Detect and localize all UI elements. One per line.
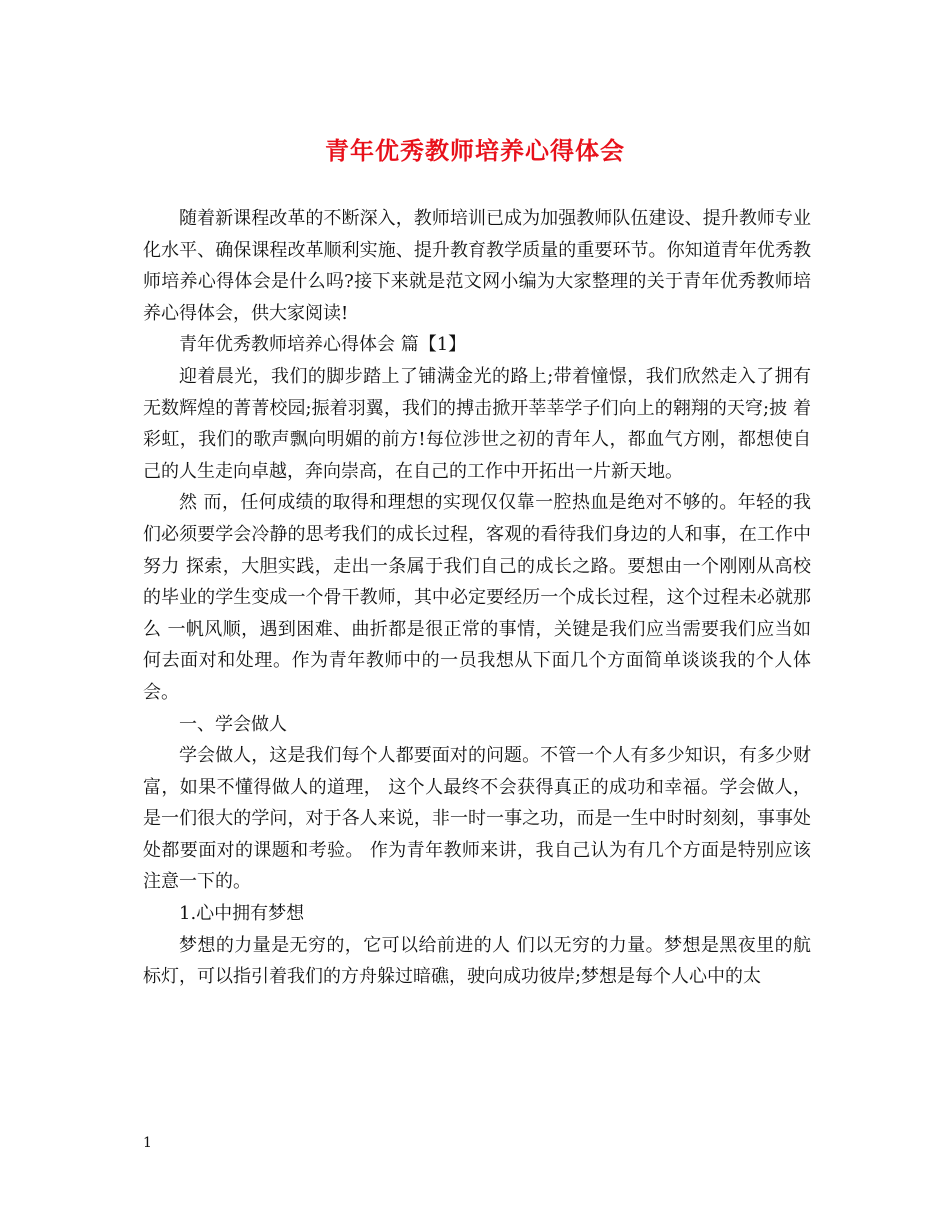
document-title: 青年优秀教师培养心得体会 — [325, 136, 625, 165]
page-number: 1 — [143, 1135, 152, 1151]
section-heading-part1: 青年优秀教师培养心得体会 篇【1】 — [179, 334, 467, 356]
paragraph: 学会做人，这是我们每个人都要面对的问题。不管一个人有多少知识，有多少财富，如果不懂得做人的道理， 这个人最终不会获得真正的成功和幸福。学会做人，是一们很大的学问，对于各人来说，非一时一事之功，而是一生中时时刻刻，事事处处都要面对的课题和考验。 作为青年教师来讲，我自己认为有几个方面是特别应该注意一下的。 — [143, 745, 811, 893]
document-body — [143, 203, 811, 993]
paragraph: 梦想的力量是无穷的，它可以给前进的人 们以无穷的力量。梦想是黑夜里的航标灯，可以指引着我们的方舟躲过暗礁，驶向成功彼岸;梦想是每个人心中的太 — [143, 934, 811, 988]
paragraph: 迎着晨光，我们的脚步踏上了铺满金光的路上;带着憧憬，我们欣然走入了拥有无数辉煌的菁菁校园;振着羽翼，我们的搏击掀开莘莘学子们向上的翱翔的天穹;披 着彩虹，我们的歌声飘向明媚的前方!每位涉世之初的青年人，都血气方刚，都想使自己的人生走向卓越，奔向崇高，在自己的工作中开拓出一片新天地。 — [143, 365, 811, 482]
paragraph: 然 而，任何成绩的取得和理想的实现仅仅靠一腔热血是绝对不够的。年轻的我们必须要学会冷静的思考我们的成长过程，客观的看待我们身边的人和事，在工作中努力 探索，大胆实践，走出一条属于我们自己的成长之路。要想由一个刚刚从高校的毕业的学生变成一个骨干教师，其中必定要经历一个成长过程，这个过程未必就那么 一帆风顺，遇到困难、曲折都是很正常的事情，关键是我们应当需要我们应当如何去面对和处理。作为青年教师中的一员我想从下面几个方面简单谈谈我的个人体 会。 — [143, 492, 811, 703]
subsection-heading-dream: 1.心中拥有梦想 — [179, 903, 305, 925]
section-heading-learn-to-be-a-person: 一、学会做人 — [179, 713, 287, 735]
paragraph-intro: 随着新课程改革的不断深入，教师培训已成为加强教师队伍建设、提升教师专业化水平、确保课程改革顺利实施、提升教育教学质量的重要环节。你知道青年优秀教师培养心得体会是什么吗?接下来就是范文网小编为大家整理的关于青年优秀教师培养心得体会，供大家阅读! — [143, 208, 811, 324]
